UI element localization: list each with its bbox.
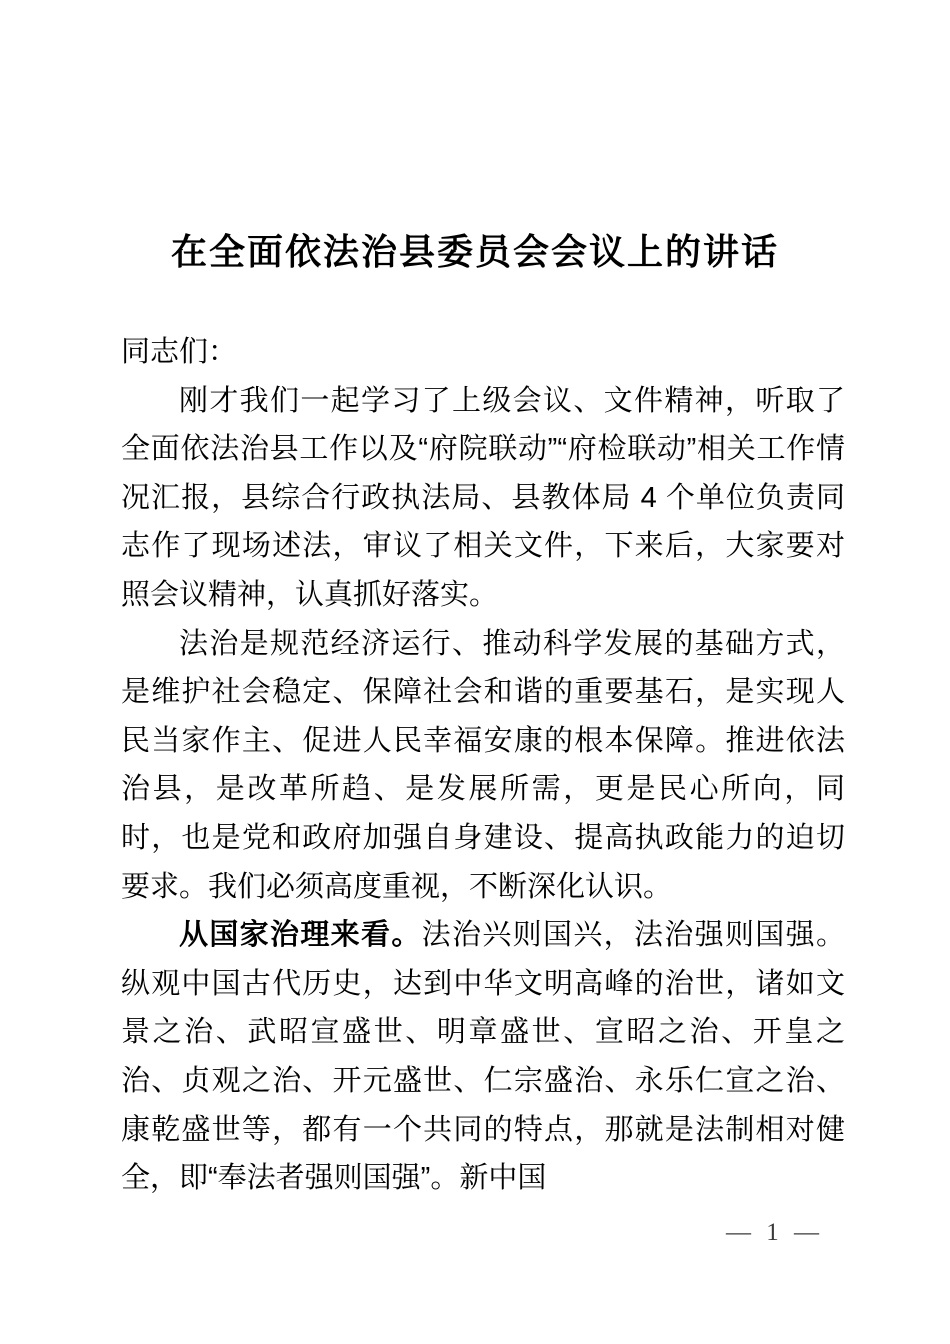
- paragraph-2: [121, 620, 845, 912]
- document-title: 在全面依法治县委员会会议上的讲话: [170, 231, 779, 272]
- salutation: 同志们：: [121, 336, 238, 368]
- page-number: — 1 —: [726, 1219, 820, 1246]
- document-body: [121, 328, 845, 1203]
- paragraph-3-text: 法治兴则国兴，法治强则国强。纵观中国古代历史，达到中华文明高峰的治世，诸如文景之治、武昭宣盛世、明章盛世、宣昭之治、开皇之治、贞观之治、开元盛世、仁宗盛治、永乐仁宣之治、康乾盛世等，都有一个共同的特点，那就是法制相对健全，即“奉法者强则国强”。新中国: [121, 919, 845, 1195]
- paragraph-2-text: 法治是规范经济运行、推动科学发展的基础方式，是维护社会稳定、保障社会和谐的重要基石，是实现人民当家作主、促进人民幸福安康的根本保障。推进依法治县，是改革所趋、是发展所需，更是民心所向，同时，也是党和政府加强自身建设、提高执政能力的迫切要求。我们必须高度重视，不断深化认识。: [121, 627, 845, 903]
- paragraph-3-lead: 从国家治理来看。: [179, 919, 422, 952]
- paragraph-3: [121, 911, 845, 1203]
- paragraph-1: [121, 377, 845, 620]
- paragraph-1-text: 刚才我们一起学习了上级会议、文件精神，听取了全面依法治县工作以及“府院联动”“府检联动”相关工作情况汇报，县综合行政执法局、县教体局 4 个单位负责同志作了现场述法，审议了相关文件，下来后，大家要对照会议精神，认真抓好落实。: [121, 384, 845, 611]
